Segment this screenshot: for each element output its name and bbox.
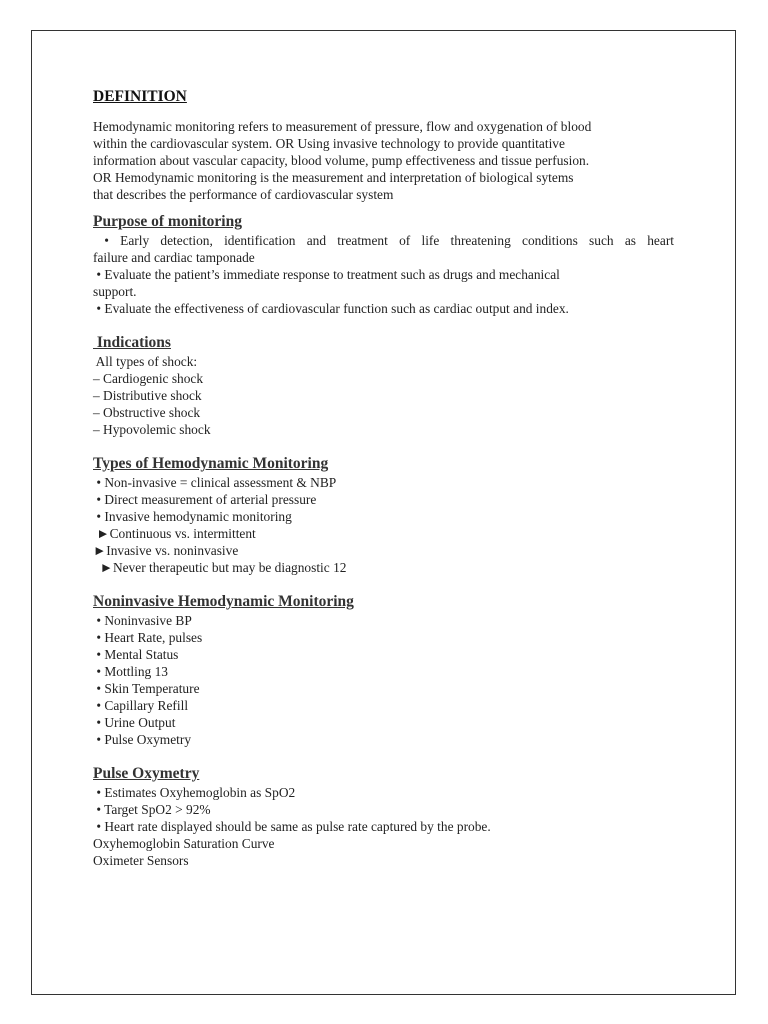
noninvasive-item: • Heart Rate, pulses bbox=[93, 630, 203, 645]
pulse-oxymetry-item: • Heart rate displayed should be same as pulse rate captured by the probe. bbox=[93, 819, 491, 834]
noninvasive-item: • Capillary Refill bbox=[93, 698, 189, 713]
types-subitem: ►Never therapeutic but may be diagnostic 12 bbox=[93, 560, 347, 575]
purpose-item-continued: failure and cardiac tamponade bbox=[93, 250, 255, 265]
pulse-oxymetry-heading: Pulse Oxymetry bbox=[93, 765, 200, 782]
noninvasive-item: • Urine Output bbox=[93, 715, 176, 730]
pulse-oxymetry-item: • Estimates Oxyhemoglobin as SpO2 bbox=[93, 785, 296, 800]
definition-line: information about vascular capacity, blood volume, pump effectiveness and tissue perfusion. bbox=[93, 153, 590, 168]
purpose-section bbox=[93, 212, 674, 317]
noninvasive-item: • Mental Status bbox=[93, 647, 179, 662]
pulse-oxymetry-item: • Target SpO2 > 92% bbox=[93, 802, 211, 817]
types-item: • Non-invasive = clinical assessment & NBP bbox=[93, 475, 337, 490]
types-item: • Invasive hemodynamic monitoring bbox=[93, 509, 292, 524]
types-section bbox=[93, 454, 674, 576]
definition-line: within the cardiovascular system. OR Using invasive technology to provide quantitative bbox=[93, 136, 565, 151]
definition-line: Hemodynamic monitoring refers to measurement of pressure, flow and oxygenation of blood bbox=[93, 119, 592, 134]
pulse-oxymetry-item: Oximeter Sensors bbox=[93, 853, 189, 868]
definition-section bbox=[93, 86, 674, 203]
types-subitem: ►Continuous vs. intermittent bbox=[93, 526, 256, 541]
indications-heading: Indications bbox=[93, 334, 171, 351]
types-heading: Types of Hemodynamic Monitoring bbox=[93, 455, 329, 472]
noninvasive-item: • Skin Temperature bbox=[93, 681, 200, 696]
noninvasive-heading: Noninvasive Hemodynamic Monitoring bbox=[93, 593, 354, 610]
noninvasive-item: • Mottling 13 bbox=[93, 664, 168, 679]
indication-line: – Distributive shock bbox=[93, 388, 202, 403]
document-body bbox=[93, 86, 674, 869]
types-subitem: ►Invasive vs. noninvasive bbox=[93, 543, 239, 558]
indication-line: – Cardiogenic shock bbox=[93, 371, 204, 386]
purpose-item: • Evaluate the effectiveness of cardiovascular function such as cardiac output and index. bbox=[93, 301, 569, 316]
purpose-item: • Evaluate the patient’s immediate response to treatment such as drugs and mechanical bbox=[93, 267, 560, 282]
indication-line: – Hypovolemic shock bbox=[93, 422, 211, 437]
types-item: • Direct measurement of arterial pressure bbox=[93, 492, 317, 507]
definition-heading: DEFINITION bbox=[93, 88, 187, 105]
indication-line: All types of shock: bbox=[93, 354, 198, 369]
purpose-heading: Purpose of monitoring bbox=[93, 213, 242, 230]
purpose-item-continued: support. bbox=[93, 284, 137, 299]
purpose-item: • Early detection, identification and treatment of life threatening conditions such as heart bbox=[93, 233, 674, 248]
definition-line: OR Hemodynamic monitoring is the measurement and interpretation of biological sytems bbox=[93, 170, 574, 185]
noninvasive-item: • Pulse Oxymetry bbox=[93, 732, 192, 747]
indication-line: – Obstructive shock bbox=[93, 405, 201, 420]
noninvasive-section bbox=[93, 592, 674, 748]
pulse-oxymetry-item: Oxyhemoglobin Saturation Curve bbox=[93, 836, 275, 851]
noninvasive-item: • Noninvasive BP bbox=[93, 613, 192, 628]
pulse-oxymetry-section bbox=[93, 764, 674, 869]
indications-section bbox=[93, 333, 674, 438]
definition-line: that describes the performance of cardiovascular system bbox=[93, 187, 394, 202]
